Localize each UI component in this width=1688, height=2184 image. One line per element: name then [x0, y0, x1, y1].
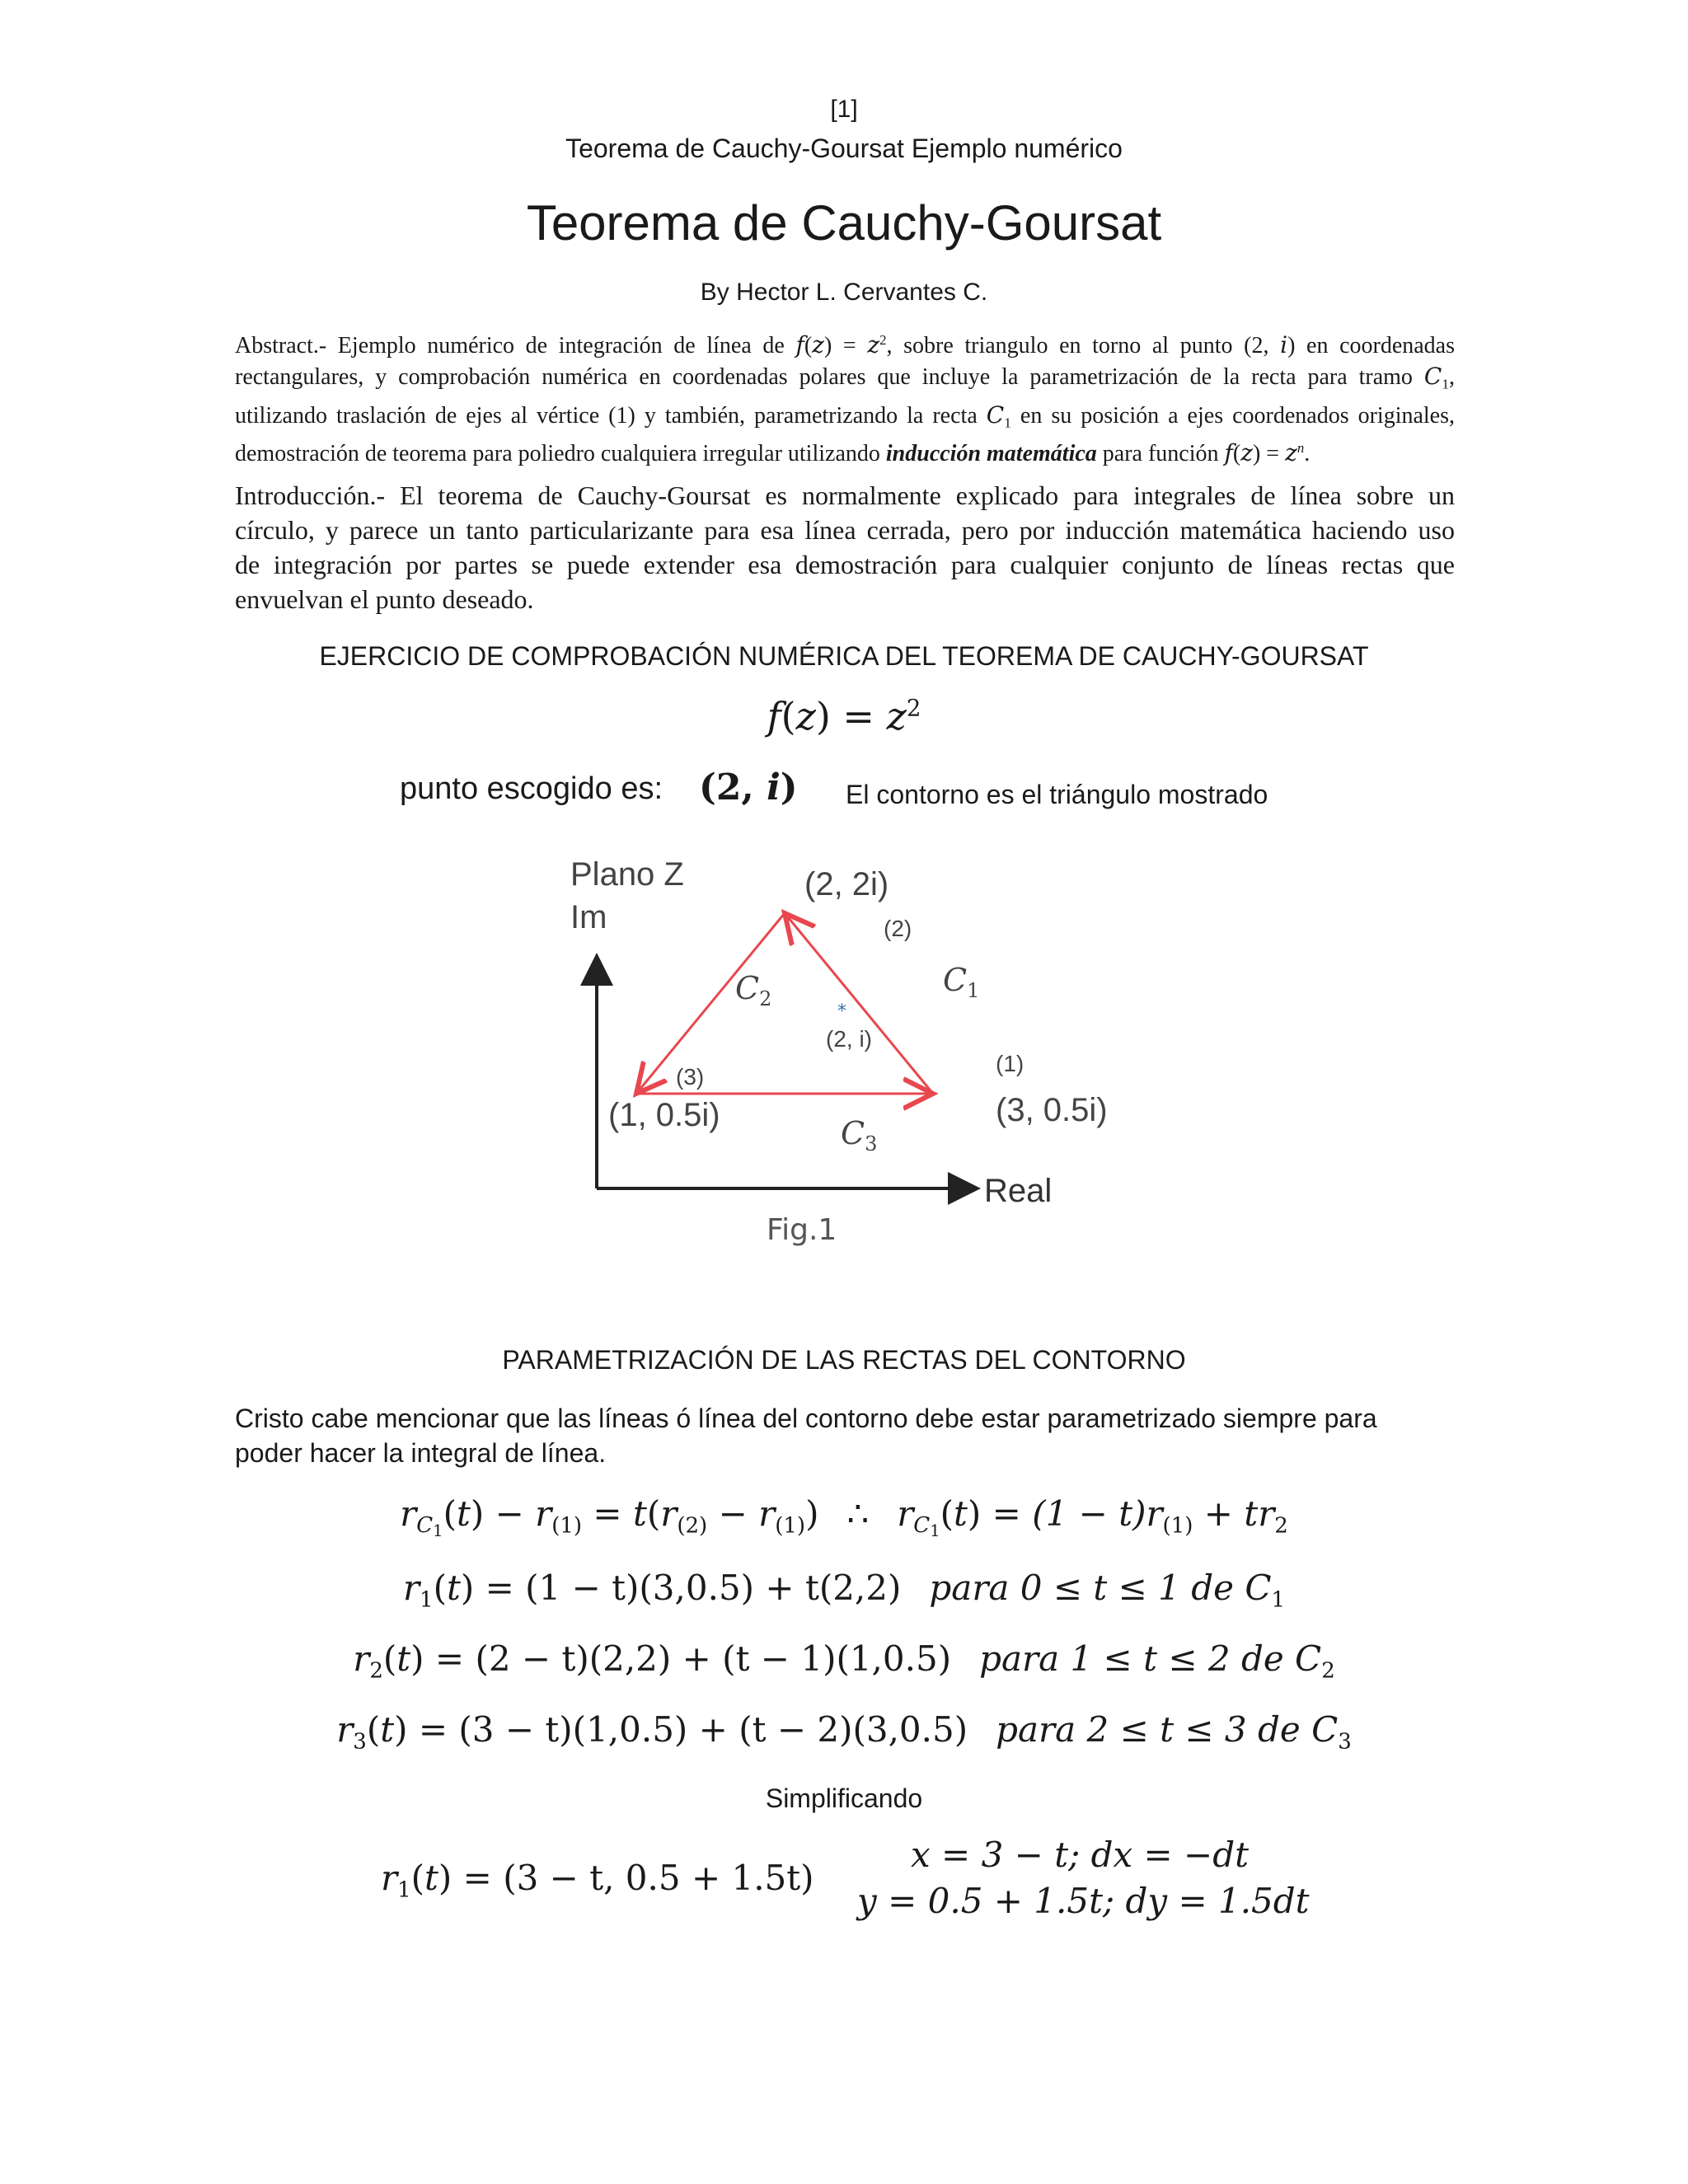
center-point-marker: *	[837, 1001, 846, 1022]
vertex-3-label: (1, 0.5i)	[608, 1097, 720, 1133]
vertex-1-label: (3, 0.5i)	[996, 1092, 1108, 1128]
equation-r2: $r_2(t) = (2 - t)(2,2) + (t - 1)(1,0.5)$ para 1 ≤ t ≤ 2 de $C_2$	[353, 1638, 1335, 1684]
equation-r1-simplified: $r_1(t) = (3 - t$, 0.5 + 1.5t)	[381, 1858, 814, 1903]
abstract-line-2: rectangulares, y comprobación numérica en coordenadas polares que incluye la parametrización de la recta para tramo $C_1$,	[235, 363, 1455, 392]
param-heading: PARAMETRIZACIÓN DE LAS RECTAS DEL CONTORNO	[502, 1345, 1186, 1375]
abstract-line-1: Abstract.- Ejemplo numérico de integración de línea de $f(z) = z^2$, sobre triangulo en torno al punto (2, i) en coordenadas	[235, 331, 1456, 359]
vertex-2-index: (2)	[884, 916, 912, 941]
equation-r1: $r_1(t) = (1 - t)(3,0.5) + t(2,2)$ para 0 ≤ t ≤ 1 de $C_1$	[402, 1568, 1286, 1613]
abstract-line-3: utilizando traslación de ejes al vértice (1) y también, parametrizando la recta $C_1$ en su posición a ejes coordenados originales,	[235, 401, 1456, 431]
center-point-label: (2, i)	[826, 1026, 872, 1052]
vertex-3-index: (3)	[676, 1064, 705, 1090]
param-text	[235, 1401, 1455, 1470]
intro-line: círculo, y parece un tanto particularizante para esa línea cerrada, pero por inducción matemática haciendo uso	[235, 515, 1455, 545]
plane-label: Plano Z	[570, 856, 684, 893]
page-marker: [1]	[830, 96, 858, 123]
equation-general: $r_{C1}(t) - r_{(1)} = t(r_{(2)} - r_{(1)})$ ∴ $r_{C1}(t) = (1 - t)r_{(1)} + tr_2$	[400, 1493, 1288, 1541]
segment-c2-label: $C_2$	[735, 970, 772, 1010]
intro-line: Introducción.- El teorema de Cauchy-Goursat es normalmente explicado para integrales de línea sobre un	[235, 480, 1455, 510]
im-label: Im	[570, 899, 607, 935]
running-title: Teorema de Cauchy-Goursat Ejemplo numérico	[565, 134, 1123, 163]
contour-note: El contorno es el triángulo mostrado	[846, 780, 1268, 809]
real-label: Real	[984, 1173, 1053, 1209]
contour-figure	[544, 849, 1154, 1261]
vertex-2-label: (2, 2i)	[804, 866, 889, 902]
param-text-line: poder hacer la integral de línea.	[235, 1438, 607, 1468]
simplify-label: Simplificando	[765, 1783, 923, 1813]
abstract-line-4: demostración de teorema para poliedro cualquiera irregular utilizando inducción matemática para función $f(z) = z^n$.	[235, 439, 1311, 467]
author: By Hector L. Cervantes C.	[700, 279, 988, 306]
intro-line: envuelvan el punto deseado.	[235, 584, 534, 614]
chosen-point: (2, i)	[699, 766, 798, 808]
page-title: Teorema de Cauchy-Goursat	[526, 195, 1162, 251]
segment-c3-label: $C_3$	[841, 1115, 878, 1155]
intro-line: de integración por partes se puede extender esa demostración para cualquier conjunto de líneas rectas que	[235, 550, 1455, 579]
param-text-line: Cristo cabe mencionar que las líneas ó línea del contorno debe estar parametrizado siempre para	[235, 1404, 1377, 1433]
figure-caption: Fig.1	[767, 1213, 837, 1247]
segment-c1-label: $C_1$	[943, 962, 980, 1002]
introduction	[235, 478, 1455, 616]
point-label: punto escogido es:	[400, 771, 663, 806]
exercise-heading: EJERCICIO DE COMPROBACIÓN NUMÉRICA DEL TEOREMA DE CAUCHY-GOURSAT	[319, 641, 1369, 671]
equation-x: x = 3 − t; dx = −dt	[911, 1835, 1249, 1875]
abstract	[235, 330, 1455, 469]
function-equation: $f(z) = z^2$	[767, 694, 921, 738]
equation-r3: $r_3(t) = (3 - t)(1,0.5) + (t - 2)(3,0.5)$ para 2 ≤ t ≤ 3 de $C_3$	[336, 1709, 1352, 1755]
vertex-1-index: (1)	[996, 1051, 1025, 1076]
equation-y: y = 0.5 + 1.5t; dy = 1.5dt	[857, 1881, 1310, 1921]
